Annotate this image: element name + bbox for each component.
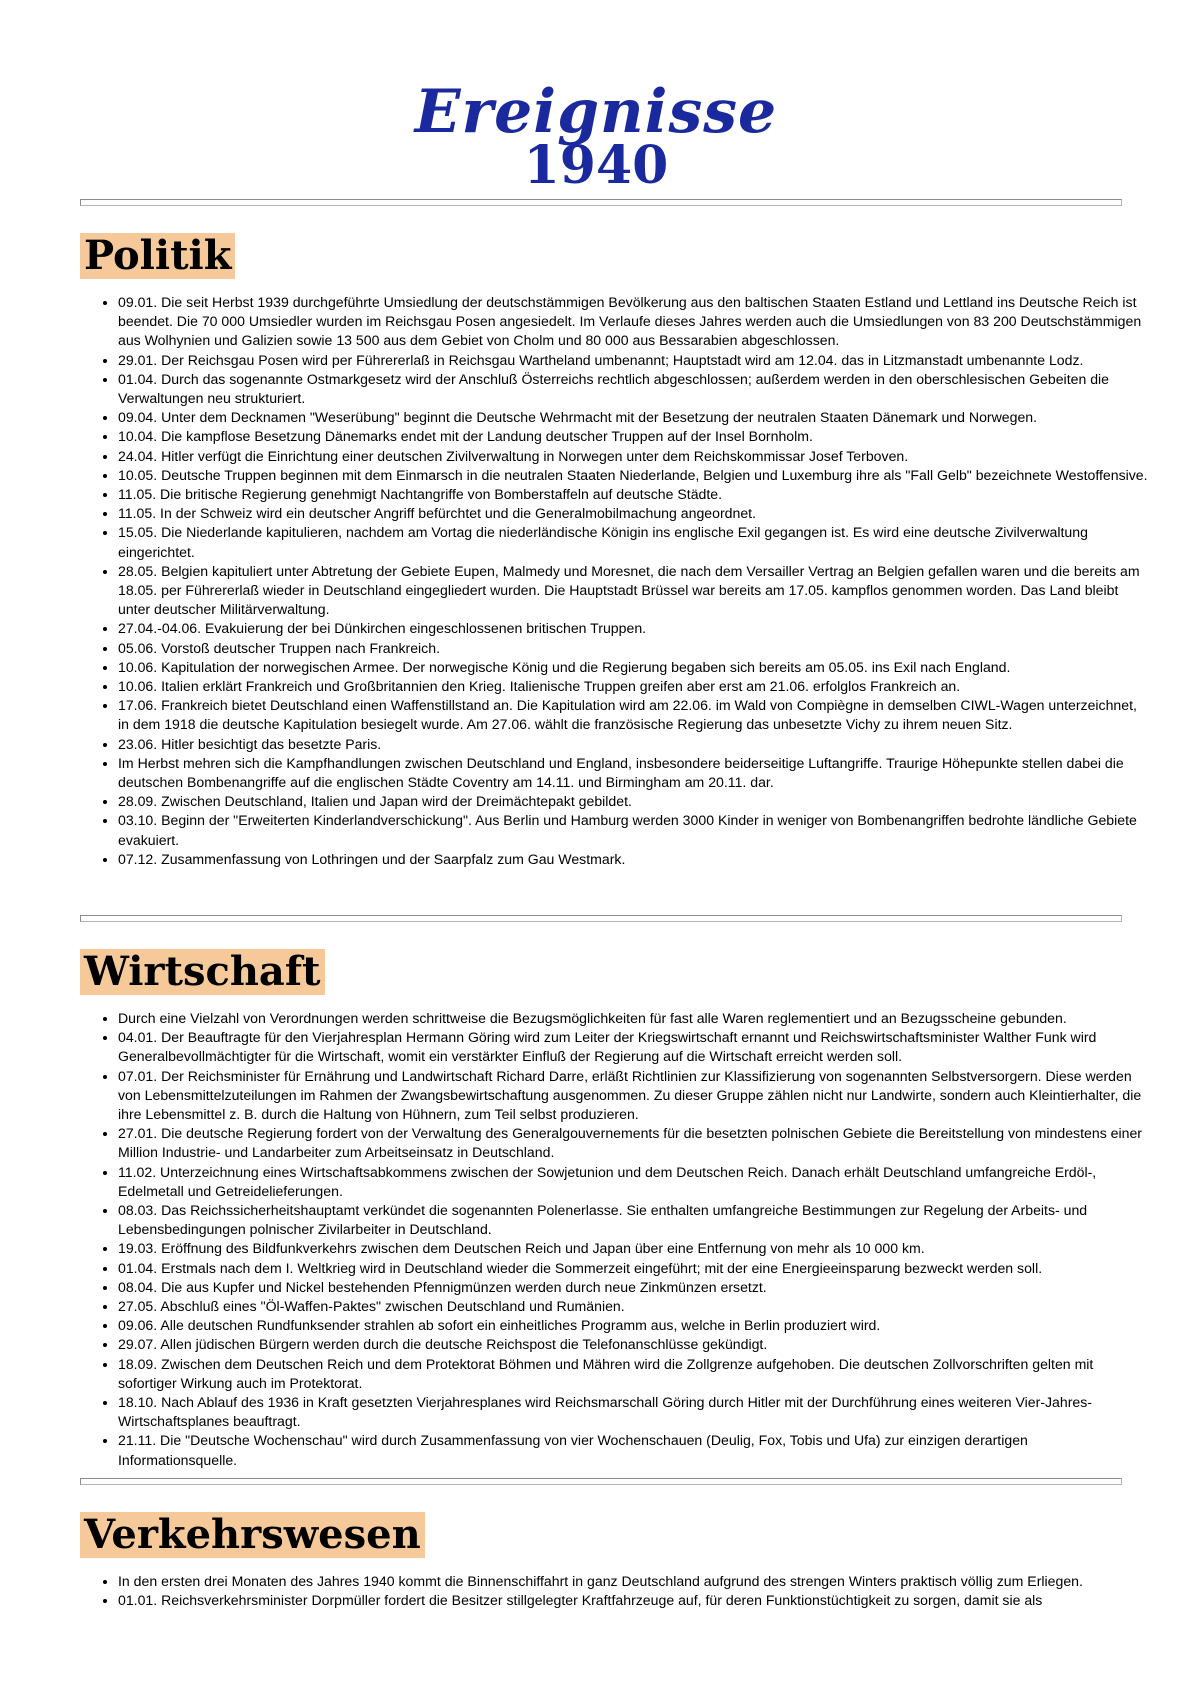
list-item: • 17.06. Frankreich bietet Deutschland einen Waffenstillstand an. Die Kapitulation wird am 22.06. im Wald von Compiègne in demselben CIWL-Wagen unterzeichnet, in dem 1918 die deutsche Kapitulation besiegelt wurde. Am 27.06. wählt die französische Regierung das unbesetzte Vichy zu ihrem neuen Sitz.	[118, 696, 1148, 734]
list-item: • 09.01. Die seit Herbst 1939 durchgeführte Umsiedlung der deutschstämmigen Bevölkerung aus den baltischen Staaten Estland und Lettland ins Deutsche Reich ist beendet. Die 70 000 Umsiedler wurden im Reichsgau Posen angesiedelt. Im Verlaufe dieses Jahres werden auch die Umsiedlungen von 83 200 Deutschstämmigen aus Wolhynien und Galizien sowie 13 500 aus dem Gebiet von Cholm und 80 000 aus Bessarabien abgeschlossen.	[118, 293, 1148, 351]
horizontal-rule	[80, 1478, 1122, 1485]
list-item: • 08.04. Die aus Kupfer und Nickel bestehenden Pfennigmünzen werden durch neue Zinkmünzen ersetzt.	[118, 1278, 1148, 1297]
list-item: • 28.05. Belgien kapituliert unter Abtretung der Gebiete Eupen, Malmedy und Moresnet, die nach dem Versailler Vertrag an Belgien gefallen waren und die bereits am 18.05. per Führererlaß wieder in Deutschland eingegliedert wurden. Die Hauptstadt Brüssel war bereits am 17.05. kampflos genommen worden. Das Land bleibt unter deutscher Militärverwaltung.	[118, 562, 1148, 620]
wirtschaft-event-list	[98, 1009, 1148, 1470]
list-item: • 29.07. Allen jüdischen Bürgern werden durch die deutsche Reichspost die Telefonanschlüsse gekündigt.	[118, 1335, 1148, 1354]
list-item: • In den ersten drei Monaten des Jahres 1940 kommt die Binnenschiffahrt in ganz Deutschland aufgrund des strengen Winters praktisch völlig zum Erliegen.	[118, 1572, 1148, 1591]
list-item: • 24.04. Hitler verfügt die Einrichtung einer deutschen Zivilverwaltung in Norwegen unter dem Reichskommissar Josef Terboven.	[118, 447, 1148, 466]
list-item: • 29.01. Der Reichsgau Posen wird per Führererlaß in Reichsgau Wartheland umbenannt; Hauptstadt wird am 12.04. das in Litzmanstadt umbenannte Lodz.	[118, 351, 1148, 370]
list-item: • 01.04. Erstmals nach dem I. Weltkrieg wird in Deutschland wieder die Sommerzeit eingeführt; mit der eine Energieeinsparung bezweckt werden soll.	[118, 1259, 1148, 1278]
list-item: • 10.06. Italien erklärt Frankreich und Großbritannien den Krieg. Italienische Truppen greifen aber erst am 21.06. erfolglos Frankreich an.	[118, 677, 1148, 696]
list-item: • 09.06. Alle deutschen Rundfunksender strahlen ab sofort ein einheitliches Programm aus, welche in Berlin produziert wird.	[118, 1316, 1148, 1335]
section-heading-politik: Politik	[80, 233, 235, 279]
page-title-line1: Ereignisse	[414, 77, 778, 147]
list-item: • 11.02. Unterzeichnung eines Wirtschaftsabkommens zwischen der Sowjetunion und dem Deutschen Reich. Danach erhält Deutschland umfangreiche Erdöl-, Edelmetall und Getreidelieferungen.	[118, 1163, 1148, 1201]
list-item: • 19.03. Eröffnung des Bildfunkverkehrs zwischen dem Deutschen Reich und Japan über eine Entfernung von mehr als 10 000 km.	[118, 1239, 1148, 1258]
horizontal-rule	[80, 199, 1122, 206]
list-item: • 07.01. Der Reichsminister für Ernährung und Landwirtschaft Richard Darre, erläßt Richtlinien zur Klassifizierung von sogenannten Selbstversorgern. Diese werden von Lebensmittelzuteilungen im Rahmen der Zwangsbewirtschaftung ausgenommen. Zu dieser Gruppe zählen nicht nur Landwirte, sondern auch Kleintierhalter, die ihre Lebensmittel z. B. durch die Haltung von Hühnern, zum Teil selbst produzieren.	[118, 1067, 1148, 1125]
verkehrswesen-event-list	[98, 1572, 1148, 1610]
page-title	[0, 77, 1192, 196]
list-item: • 04.01. Der Beauftragte für den Vierjahresplan Hermann Göring wird zum Leiter der Kriegswirtschaft ernannt und Reichswirtschaftsminister Walther Funk wird Generalbevollmächtigter für die Wirtschaft, womit ein verstärkter Einfluß der Regierung auf die Wirtschaft erreicht werden soll.	[118, 1028, 1148, 1066]
list-item: • 05.06. Vorstoß deutscher Truppen nach Frankreich.	[118, 639, 1148, 658]
list-item: • 08.03. Das Reichssicherheitshauptamt verkündet die sogenannten Polenerlasse. Sie enthalten umfangreiche Bestimmungen zur Regelung der Arbeits- und Lebensbedingungen polnischer Zivilarbeiter in Deutschland.	[118, 1201, 1148, 1239]
list-item: • 10.04. Die kampflose Besetzung Dänemarks endet mit der Landung deutscher Truppen auf der Insel Bornholm.	[118, 427, 1148, 446]
list-item: • 10.05. Deutsche Truppen beginnen mit dem Einmarsch in die neutralen Staaten Niederlande, Belgien und Luxemburg ihre als "Fall Gelb" bezeichnete Westoffensive.	[118, 466, 1148, 485]
section-heading-verkehrswesen: Verkehrswesen	[80, 1512, 425, 1558]
section-heading-wirtschaft: Wirtschaft	[80, 949, 325, 995]
list-item: • Durch eine Vielzahl von Verordnungen werden schrittweise die Bezugsmöglichkeiten für fast alle Waren reglementiert und an Bezugsscheine gebunden.	[118, 1009, 1148, 1028]
list-item: • 07.12. Zusammenfassung von Lothringen und der Saarpfalz zum Gau Westmark.	[118, 850, 1148, 869]
list-item: • 03.10. Beginn der "Erweiterten Kinderlandverschickung". Aus Berlin und Hamburg werden 3000 Kinder in weniger von Bombenangriffen bedrohte ländliche Gebiete evakuiert.	[118, 811, 1148, 849]
list-item: • 27.05. Abschluß eines "Öl-Waffen-Paktes" zwischen Deutschland und Rumänien.	[118, 1297, 1148, 1316]
list-item: • 27.01. Die deutsche Regierung fordert von der Verwaltung des Generalgouvernements für die besetzten polnischen Gebiete die Bereitstellung von mindestens einer Million Industrie- und Landarbeiter zum Arbeitseinsatz in Deutschland.	[118, 1124, 1148, 1162]
politik-event-list	[98, 293, 1148, 869]
list-item: • 01.04. Durch das sogenannte Ostmarkgesetz wird der Anschluß Österreichs rechtlich abgeschlossen; außerdem werden in den oberschlesischen Gebeiten die Verwaltungen neu strukturiert.	[118, 370, 1148, 408]
page-title-line2: 1940	[523, 135, 669, 196]
list-item: • 11.05. In der Schweiz wird ein deutscher Angriff befürchtet und die Generalmobilmachung angeordnet.	[118, 504, 1148, 523]
list-item: • 09.04. Unter dem Decknamen "Weserübung" beginnt die Deutsche Wehrmacht mit der Besetzung der neutralen Staaten Dänemark und Norwegen.	[118, 408, 1148, 427]
list-item: • 18.09. Zwischen dem Deutschen Reich und dem Protektorat Böhmen und Mähren wird die Zollgrenze aufgehoben. Die deutschen Zollvorschriften gelten mit sofortiger Wirkung auch im Protektorat.	[118, 1355, 1148, 1393]
horizontal-rule	[80, 915, 1122, 922]
list-item: • 27.04.-04.06. Evakuierung der bei Dünkirchen eingeschlossenen britischen Truppen.	[118, 619, 1148, 638]
list-item: • 18.10. Nach Ablauf des 1936 in Kraft gesetzten Vierjahresplanes wird Reichsmarschall Göring durch Hitler mit der Durchführung eines weiteren Vier-Jahres-Wirtschaftsplanes beauftragt.	[118, 1393, 1148, 1431]
list-item: • 23.06. Hitler besichtigt das besetzte Paris.	[118, 735, 1148, 754]
list-item: • 21.11. Die "Deutsche Wochenschau" wird durch Zusammenfassung von vier Wochenschauen (Deulig, Fox, Tobis und Ufa) zur einzigen derartigen Informationsquelle.	[118, 1431, 1148, 1469]
list-item: • 11.05. Die britische Regierung genehmigt Nachtangriffe von Bomberstaffeln auf deutsche Städte.	[118, 485, 1148, 504]
list-item: • 15.05. Die Niederlande kapitulieren, nachdem am Vortag die niederländische Königin ins englische Exil gegangen ist. Es wird eine deutsche Zivilverwaltung eingerichtet.	[118, 523, 1148, 561]
list-item: • 28.09. Zwischen Deutschland, Italien und Japan wird der Dreimächtepakt gebildet.	[118, 792, 1148, 811]
list-item: • Im Herbst mehren sich die Kampfhandlungen zwischen Deutschland und England, insbesondere beiderseitige Luftangriffe. Traurige Höhepunkte stellen dabei die deutschen Bombenangriffe auf die englischen Städte Coventry am 14.11. und Birmingham am 20.11. dar.	[118, 754, 1148, 792]
list-item: • 10.06. Kapitulation der norwegischen Armee. Der norwegische König und die Regierung begaben sich bereits am 05.05. ins Exil nach England.	[118, 658, 1148, 677]
list-item: • 01.01. Reichsverkehrsminister Dorpmüller fordert die Besitzer stillgelegter Kraftfahrzeuge auf, für deren Funktionstüchtigkeit zu sorgen, damit sie als	[118, 1591, 1148, 1610]
